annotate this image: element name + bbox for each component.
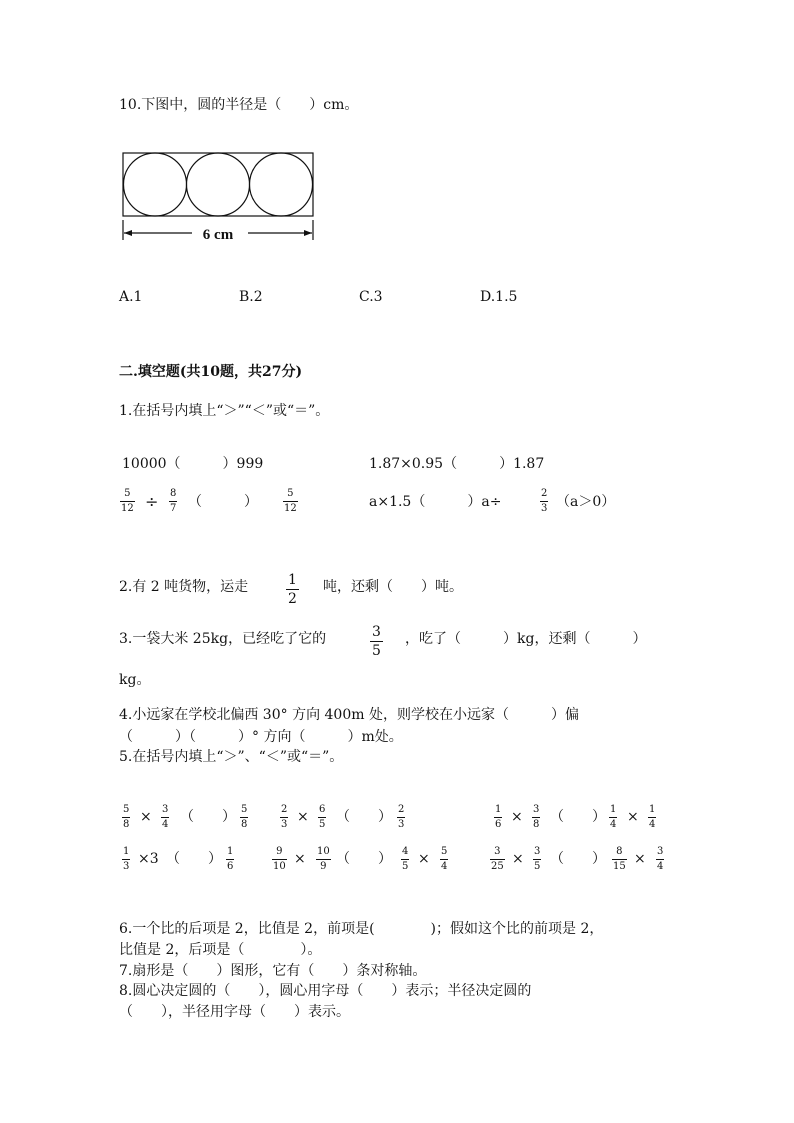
fraction: 2 3	[541, 488, 548, 514]
fraction: 1 2	[288, 572, 297, 607]
q6-line2: 比值是 2，后项是（ ）。	[119, 942, 322, 958]
fraction: 5 12	[121, 488, 134, 514]
fraction: 2 3	[281, 804, 288, 830]
fraction: 3 5	[534, 846, 541, 872]
fraction: 8 15	[613, 846, 626, 872]
fraction: 4 5	[402, 846, 409, 872]
fraction: 3 4	[162, 804, 169, 830]
fraction: 1 4	[610, 804, 617, 830]
fraction: 5 8	[123, 804, 130, 830]
q2-text-end: 吨，还剩（ ）吨。	[323, 579, 463, 595]
times-sign: ×	[294, 851, 306, 867]
answer-blank: （ ）	[336, 809, 392, 825]
q1-condition: （a＞0）	[556, 494, 616, 510]
times-sign: ×	[512, 851, 524, 867]
answer-blank: （ ）	[336, 851, 392, 867]
times-sign: ×	[627, 809, 639, 825]
fraction: 3 4	[657, 846, 664, 872]
q8-line2: （ ），半径用字母（ ）表示。	[119, 1004, 350, 1020]
fraction: 5 8	[241, 804, 248, 830]
answer-blank: （ ）	[180, 809, 236, 825]
q4-line2: （ ）（ ）° 方向（ ）m处。	[119, 729, 403, 745]
fraction: 3 25	[491, 846, 504, 872]
fraction: 9 10	[273, 846, 286, 872]
fraction: 3 5	[372, 624, 381, 659]
times-sign: ×	[297, 809, 309, 825]
q3-text: 3.一袋大米 25kg，已经吃了它的	[119, 631, 327, 647]
times-sign: ×	[511, 809, 523, 825]
option-d: D.1.5	[480, 289, 518, 305]
answer-blank: （ ）	[550, 851, 606, 867]
divide-sign: ÷	[145, 492, 159, 511]
answer-blank: （ ）	[166, 851, 222, 867]
fraction: 1 4	[649, 804, 656, 830]
fraction: 5 4	[441, 846, 448, 872]
fraction: 5 12	[284, 488, 297, 514]
option-a: A.1	[119, 289, 143, 305]
q5-stem: 5.在括号内填上“＞”、“＜”或“＝”。	[119, 749, 344, 765]
fraction: 6 5	[319, 804, 326, 830]
q2-text: 2.有 2 吨货物，运走	[119, 579, 249, 595]
fraction: 1 3	[123, 846, 130, 872]
q3-text-line2: kg。	[119, 672, 151, 688]
times-sign: ×	[634, 851, 646, 867]
q8-line1: 8.圆心决定圆的（ ），圆心用字母（ ）表示；半径决定圆的	[119, 983, 532, 999]
q1-item-a: 10000（ ）999	[122, 456, 264, 472]
q1-stem: 1.在括号内填上“＞”“＜”或“＝”。	[119, 403, 330, 419]
q1-item-d: a×1.5（ ）a÷	[369, 494, 502, 510]
fraction: 8 7	[170, 488, 177, 514]
fraction: 2 3	[398, 804, 405, 830]
times-sign: ×	[418, 851, 430, 867]
q4-line1: 4.小远家在学校北偏西 30° 方向 400m 处，则学校在小远家（ ）偏	[119, 707, 579, 723]
q1-item-b: 1.87×0.95（ ）1.87	[369, 456, 545, 472]
figure-length-label: 6 cm	[202, 227, 234, 243]
answer-blank: （ ）	[188, 494, 258, 510]
fraction: 1 6	[227, 846, 234, 872]
q3-text-end: ，吃了（ ）kg，还剩（ ）	[405, 631, 647, 647]
three-circles-figure	[116, 148, 320, 244]
option-b: B.2	[239, 289, 263, 305]
times-three: ×3	[138, 851, 159, 867]
option-c: C.3	[359, 289, 383, 305]
section-heading: 二.填空题(共10题，共27分)	[119, 364, 303, 380]
answer-blank: （ ）	[550, 809, 606, 825]
fraction: 3 8	[533, 804, 540, 830]
times-sign: ×	[140, 809, 152, 825]
q7-text: 7.扇形是（ ）图形，它有（ ）条对称轴。	[119, 963, 427, 979]
q6-line1: 6.一个比的后项是 2，比值是 2，前项是( )；假如这个比的前项是 2，	[119, 921, 604, 937]
fraction: 10 9	[317, 846, 330, 872]
fraction: 1 6	[495, 804, 502, 830]
q10-stem: 10.下图中，圆的半径是（ ）cm。	[119, 97, 359, 113]
